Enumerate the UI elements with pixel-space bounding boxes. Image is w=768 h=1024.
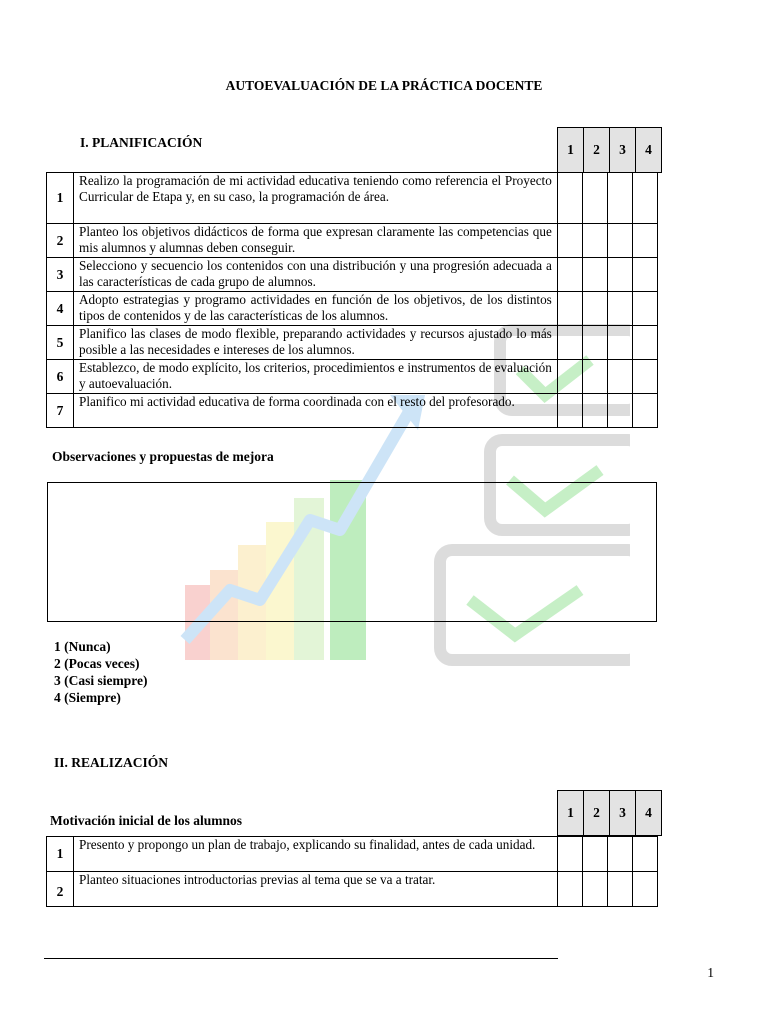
item-number: 6: [47, 360, 74, 394]
legend-item: 4 (Siempre): [54, 690, 121, 705]
rating-cell[interactable]: [582, 224, 607, 258]
document-title: AUTOEVALUACIÓN DE LA PRÁCTICA DOCENTE: [225, 78, 543, 93]
table-row: [47, 326, 658, 360]
section2-rating-header: [557, 790, 662, 836]
rating-cell[interactable]: [557, 394, 582, 428]
table-row: [47, 224, 658, 258]
item-text: Selecciono y secuencio los contenidos con una distribución y una progresión adecuada a las características de cada grupo de alumnos.: [74, 258, 558, 292]
observations-textbox[interactable]: [47, 482, 657, 622]
table-row: [47, 360, 658, 394]
item-text: Establezco, de modo explícito, los criterios, procedimientos e instrumentos de evaluación y autoevaluación.: [74, 360, 558, 394]
rating-cell[interactable]: [557, 173, 582, 224]
table-row: [47, 394, 658, 428]
rating-cell[interactable]: [607, 872, 632, 907]
rating-cell[interactable]: [607, 173, 632, 224]
item-text: Planifico mi actividad educativa de forma coordinada con el resto del profesorado.: [74, 394, 558, 428]
item-text: Planteo situaciones introductorias previas al tema que se va a tratar.: [74, 872, 558, 907]
rating-cell[interactable]: [607, 258, 632, 292]
rating-cell[interactable]: [582, 173, 607, 224]
item-text: Planifico las clases de modo flexible, preparando actividades y recursos ajustado lo más posible a las necesidades e intereses de los alumnos.: [74, 326, 558, 360]
item-number: 5: [47, 326, 74, 360]
table-row: [47, 292, 658, 326]
rating-header-1: 1: [558, 791, 584, 836]
rating-cell[interactable]: [557, 258, 582, 292]
rating-cell[interactable]: [582, 394, 607, 428]
rating-cell[interactable]: [632, 258, 657, 292]
rating-cell[interactable]: [582, 872, 607, 907]
item-number: 2: [47, 224, 74, 258]
item-number: 4: [47, 292, 74, 326]
section2-heading: II. REALIZACIÓN: [54, 755, 169, 770]
section1-rating-header: [557, 127, 662, 173]
item-number: 1: [47, 173, 74, 224]
item-text: Presento y propongo un plan de trabajo, explicando su finalidad, antes de cada unidad.: [74, 837, 558, 872]
rating-cell[interactable]: [582, 360, 607, 394]
legend-item: 2 (Pocas veces): [54, 656, 140, 671]
table-row: [47, 258, 658, 292]
rating-cell[interactable]: [557, 292, 582, 326]
item-number: 3: [47, 258, 74, 292]
rating-cell[interactable]: [557, 326, 582, 360]
legend-item: 1 (Nunca): [54, 639, 111, 654]
rating-cell[interactable]: [632, 173, 657, 224]
rating-cell[interactable]: [607, 360, 632, 394]
section2-subheading: Motivación inicial de los alumnos: [50, 813, 243, 828]
rating-cell[interactable]: [632, 326, 657, 360]
rating-cell[interactable]: [632, 872, 657, 907]
footer-divider: [44, 958, 558, 959]
rating-cell[interactable]: [557, 837, 582, 872]
rating-cell[interactable]: [582, 258, 607, 292]
rating-header-4: 4: [636, 791, 662, 836]
rating-cell[interactable]: [632, 360, 657, 394]
rating-header-3: 3: [610, 128, 636, 173]
rating-cell[interactable]: [582, 292, 607, 326]
item-number: 2: [47, 872, 74, 907]
rating-cell[interactable]: [607, 224, 632, 258]
rating-cell[interactable]: [607, 292, 632, 326]
rating-cell[interactable]: [607, 394, 632, 428]
rating-cell[interactable]: [632, 394, 657, 428]
table-row: [47, 837, 658, 872]
page-number: 1: [707, 965, 714, 980]
rating-cell[interactable]: [632, 292, 657, 326]
section2-table: [46, 836, 658, 907]
rating-cell[interactable]: [607, 837, 632, 872]
legend-item: 3 (Casi siempre): [54, 673, 148, 688]
table-row: [47, 872, 658, 907]
rating-header-2: 2: [584, 128, 610, 173]
rating-cell[interactable]: [582, 326, 607, 360]
rating-cell[interactable]: [607, 326, 632, 360]
rating-cell[interactable]: [557, 224, 582, 258]
rating-cell[interactable]: [557, 872, 582, 907]
table-row: [47, 173, 658, 224]
rating-cell[interactable]: [632, 837, 657, 872]
item-number: 1: [47, 837, 74, 872]
section1-table: [46, 172, 658, 428]
rating-header-2: 2: [584, 791, 610, 836]
item-text: Realizo la programación de mi actividad educativa teniendo como referencia el Proyecto Curricular de Etapa y, en su caso, la programación de área.: [74, 173, 558, 224]
rating-legend: [54, 638, 148, 706]
observations-label: Observaciones y propuestas de mejora: [52, 449, 274, 464]
rating-header-3: 3: [610, 791, 636, 836]
item-text: Adopto estrategias y programo actividades en función de los objetivos, de los distintos tipos de contenidos y de las características de los alumnos.: [74, 292, 558, 326]
item-number: 7: [47, 394, 74, 428]
section1-heading: I. PLANIFICACIÓN: [80, 135, 203, 150]
rating-header-4: 4: [636, 128, 662, 173]
item-text: Planteo los objetivos didácticos de forma que expresan claramente las competencias que mis alumnos y alumnas deben conseguir.: [74, 224, 558, 258]
rating-header-1: 1: [558, 128, 584, 173]
rating-cell[interactable]: [557, 360, 582, 394]
rating-cell[interactable]: [582, 837, 607, 872]
rating-cell[interactable]: [632, 224, 657, 258]
